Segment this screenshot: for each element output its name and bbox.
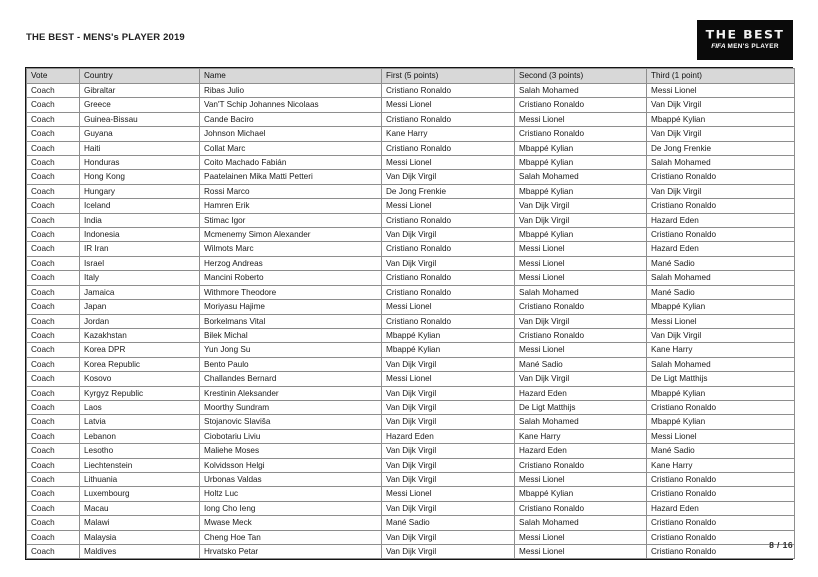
cell-name: Yun Jong Su [200, 343, 382, 357]
cell-vote: Coach [27, 170, 80, 184]
cell-second-choice: Salah Mohamed [515, 84, 647, 98]
column-header-second: Second (3 points) [515, 69, 647, 84]
logo-fifa-text: FIFA [711, 43, 726, 51]
cell-first-choice: Van Dijk Virgil [382, 357, 515, 371]
cell-name: Herzog Andreas [200, 256, 382, 270]
cell-first-choice: Van Dijk Virgil [382, 458, 515, 472]
cell-name: Collat Marc [200, 141, 382, 155]
cell-third-choice: Messi Lionel [647, 429, 795, 443]
cell-vote: Coach [27, 357, 80, 371]
cell-vote: Coach [27, 156, 80, 170]
cell-name: Johnson Michael [200, 127, 382, 141]
cell-third-choice: Cristiano Ronaldo [647, 170, 795, 184]
cell-first-choice: Van Dijk Virgil [382, 400, 515, 414]
cell-second-choice: Kane Harry [515, 429, 647, 443]
cell-country: Greece [80, 98, 200, 112]
cell-first-choice: Cristiano Ronaldo [382, 242, 515, 256]
table-row [27, 213, 795, 227]
cell-first-choice: Cristiano Ronaldo [382, 285, 515, 299]
cell-first-choice: Mané Sadio [382, 516, 515, 530]
cell-vote: Coach [27, 84, 80, 98]
cell-country: Hong Kong [80, 170, 200, 184]
page-title: THE BEST - MENS's PLAYER 2019 [26, 32, 185, 43]
cell-third-choice: De Jong Frenkie [647, 141, 795, 155]
cell-second-choice: Hazard Eden [515, 444, 647, 458]
cell-vote: Coach [27, 458, 80, 472]
cell-name: Van'T Schip Johannes Nicolaas [200, 98, 382, 112]
cell-first-choice: Mbappé Kylian [382, 328, 515, 342]
cell-first-choice: Cristiano Ronaldo [382, 112, 515, 126]
cell-country: Kosovo [80, 372, 200, 386]
cell-third-choice: Hazard Eden [647, 501, 795, 515]
cell-first-choice: Cristiano Ronaldo [382, 271, 515, 285]
cell-first-choice: Messi Lionel [382, 199, 515, 213]
cell-name: Bento Paulo [200, 357, 382, 371]
cell-second-choice: Messi Lionel [515, 271, 647, 285]
cell-name: Stimac Igor [200, 213, 382, 227]
table-row [27, 98, 795, 112]
cell-second-choice: Salah Mohamed [515, 415, 647, 429]
table-header [27, 69, 795, 84]
cell-country: Guyana [80, 127, 200, 141]
cell-first-choice: Messi Lionel [382, 300, 515, 314]
cell-name: Borkelmans Vital [200, 314, 382, 328]
cell-third-choice: Messi Lionel [647, 314, 795, 328]
logo-mens-player-text: MEN'S PLAYER [727, 43, 779, 51]
table-row [27, 415, 795, 429]
column-header-vote: Vote [27, 69, 80, 84]
cell-country: Maldives [80, 545, 200, 559]
cell-country: Gibraltar [80, 84, 200, 98]
table-row [27, 343, 795, 357]
cell-first-choice: Messi Lionel [382, 156, 515, 170]
table-row [27, 328, 795, 342]
cell-first-choice: Van Dijk Virgil [382, 530, 515, 544]
cell-vote: Coach [27, 372, 80, 386]
document-header [0, 0, 818, 66]
cell-second-choice: Messi Lionel [515, 472, 647, 486]
cell-second-choice: Messi Lionel [515, 242, 647, 256]
cell-vote: Coach [27, 314, 80, 328]
cell-name: Krestinin Aleksander [200, 386, 382, 400]
cell-name: Iong Cho Ieng [200, 501, 382, 515]
cell-third-choice: Kane Harry [647, 343, 795, 357]
cell-first-choice: Cristiano Ronaldo [382, 84, 515, 98]
cell-third-choice: Cristiano Ronaldo [647, 472, 795, 486]
cell-third-choice: Mané Sadio [647, 444, 795, 458]
logo-the-best-text: THE BEST [705, 27, 785, 42]
cell-country: Lesotho [80, 444, 200, 458]
table-row [27, 487, 795, 501]
cell-name: Hamren Erik [200, 199, 382, 213]
cell-name: Wilmots Marc [200, 242, 382, 256]
cell-third-choice: De Ligt Matthijs [647, 372, 795, 386]
table-row [27, 228, 795, 242]
cell-country: Indonesia [80, 228, 200, 242]
cell-first-choice: Cristiano Ronaldo [382, 213, 515, 227]
cell-second-choice: Messi Lionel [515, 343, 647, 357]
cell-country: Lebanon [80, 429, 200, 443]
cell-second-choice: Cristiano Ronaldo [515, 98, 647, 112]
cell-third-choice: Cristiano Ronaldo [647, 516, 795, 530]
cell-name: Ciobotariu Liviu [200, 429, 382, 443]
cell-second-choice: Van Dijk Virgil [515, 213, 647, 227]
cell-country: Italy [80, 271, 200, 285]
page-number: 8 / 16 [769, 540, 793, 550]
cell-vote: Coach [27, 213, 80, 227]
cell-third-choice: Van Dijk Virgil [647, 98, 795, 112]
column-header-first: First (5 points) [382, 69, 515, 84]
cell-second-choice: Cristiano Ronaldo [515, 328, 647, 342]
cell-second-choice: Van Dijk Virgil [515, 314, 647, 328]
cell-country: Haiti [80, 141, 200, 155]
cell-vote: Coach [27, 386, 80, 400]
cell-first-choice: Van Dijk Virgil [382, 472, 515, 486]
cell-country: Malaysia [80, 530, 200, 544]
cell-third-choice: Hazard Eden [647, 213, 795, 227]
cell-name: Paatelainen Mika Matti Petteri [200, 170, 382, 184]
the-best-fifa-mens-player-logo [697, 20, 793, 60]
cell-third-choice: Salah Mohamed [647, 357, 795, 371]
cell-second-choice: Van Dijk Virgil [515, 372, 647, 386]
cell-second-choice: Van Dijk Virgil [515, 199, 647, 213]
table-row [27, 386, 795, 400]
cell-third-choice: Cristiano Ronaldo [647, 487, 795, 501]
table-row [27, 84, 795, 98]
cell-name: Stojanovic Slaviša [200, 415, 382, 429]
cell-third-choice: Mbappé Kylian [647, 112, 795, 126]
cell-vote: Coach [27, 112, 80, 126]
cell-name: Ribas Julio [200, 84, 382, 98]
logo-subtitle [711, 44, 779, 51]
cell-name: Mwase Meck [200, 516, 382, 530]
cell-third-choice: Cristiano Ronaldo [647, 228, 795, 242]
vote-table-container [25, 67, 793, 560]
cell-third-choice: Hazard Eden [647, 242, 795, 256]
table-row [27, 127, 795, 141]
cell-country: Latvia [80, 415, 200, 429]
table-row [27, 444, 795, 458]
cell-first-choice: Van Dijk Virgil [382, 386, 515, 400]
cell-third-choice: Mbappé Kylian [647, 386, 795, 400]
cell-country: Lithuania [80, 472, 200, 486]
cell-vote: Coach [27, 429, 80, 443]
cell-country: Laos [80, 400, 200, 414]
table-row [27, 141, 795, 155]
cell-first-choice: Hazard Eden [382, 429, 515, 443]
cell-third-choice: Cristiano Ronaldo [647, 400, 795, 414]
cell-first-choice: Van Dijk Virgil [382, 256, 515, 270]
cell-first-choice: Van Dijk Virgil [382, 415, 515, 429]
cell-country: Kyrgyz Republic [80, 386, 200, 400]
cell-name: Cande Baciro [200, 112, 382, 126]
cell-vote: Coach [27, 472, 80, 486]
cell-second-choice: Mbappé Kylian [515, 228, 647, 242]
cell-third-choice: Cristiano Ronaldo [647, 530, 795, 544]
cell-country: Guinea-Bissau [80, 112, 200, 126]
cell-name: Bilek Michal [200, 328, 382, 342]
cell-vote: Coach [27, 242, 80, 256]
cell-vote: Coach [27, 256, 80, 270]
cell-vote: Coach [27, 328, 80, 342]
cell-first-choice: Van Dijk Virgil [382, 501, 515, 515]
table-body [27, 84, 795, 559]
cell-second-choice: Mané Sadio [515, 357, 647, 371]
cell-country: Luxembourg [80, 487, 200, 501]
table-row [27, 458, 795, 472]
cell-name: Urbonas Valdas [200, 472, 382, 486]
cell-name: Mancini Roberto [200, 271, 382, 285]
vote-table [26, 68, 795, 559]
cell-first-choice: Van Dijk Virgil [382, 444, 515, 458]
table-row [27, 472, 795, 486]
cell-name: Challandes Bernard [200, 372, 382, 386]
cell-second-choice: Mbappé Kylian [515, 487, 647, 501]
cell-vote: Coach [27, 98, 80, 112]
column-header-country: Country [80, 69, 200, 84]
cell-name: Maliehe Moses [200, 444, 382, 458]
table-row [27, 112, 795, 126]
table-row [27, 285, 795, 299]
cell-second-choice: Mbappé Kylian [515, 156, 647, 170]
cell-name: Moriyasu Hajime [200, 300, 382, 314]
table-row [27, 429, 795, 443]
cell-name: Rossi Marco [200, 184, 382, 198]
table-row [27, 170, 795, 184]
cell-vote: Coach [27, 343, 80, 357]
cell-first-choice: Messi Lionel [382, 487, 515, 501]
cell-name: Kolvidsson Helgi [200, 458, 382, 472]
cell-vote: Coach [27, 285, 80, 299]
cell-vote: Coach [27, 444, 80, 458]
column-header-name: Name [200, 69, 382, 84]
cell-country: India [80, 213, 200, 227]
cell-second-choice: De Ligt Matthijs [515, 400, 647, 414]
cell-vote: Coach [27, 300, 80, 314]
cell-vote: Coach [27, 487, 80, 501]
cell-third-choice: Mané Sadio [647, 285, 795, 299]
cell-third-choice: Kane Harry [647, 458, 795, 472]
cell-vote: Coach [27, 415, 80, 429]
cell-vote: Coach [27, 141, 80, 155]
table-row [27, 256, 795, 270]
cell-first-choice: Van Dijk Virgil [382, 545, 515, 559]
cell-first-choice: Van Dijk Virgil [382, 170, 515, 184]
cell-vote: Coach [27, 501, 80, 515]
cell-country: Japan [80, 300, 200, 314]
table-row [27, 314, 795, 328]
table-row [27, 242, 795, 256]
cell-second-choice: Salah Mohamed [515, 516, 647, 530]
table-header-row [27, 69, 795, 84]
cell-country: Hungary [80, 184, 200, 198]
cell-third-choice: Salah Mohamed [647, 156, 795, 170]
table-row [27, 357, 795, 371]
cell-third-choice: Cristiano Ronaldo [647, 199, 795, 213]
cell-second-choice: Messi Lionel [515, 112, 647, 126]
cell-third-choice: Mbappé Kylian [647, 300, 795, 314]
table-row [27, 300, 795, 314]
cell-vote: Coach [27, 184, 80, 198]
cell-country: Jamaica [80, 285, 200, 299]
table-row [27, 501, 795, 515]
table-row [27, 199, 795, 213]
cell-name: Mcmenemy Simon Alexander [200, 228, 382, 242]
cell-second-choice: Hazard Eden [515, 386, 647, 400]
cell-country: Jordan [80, 314, 200, 328]
cell-third-choice: Mbappé Kylian [647, 415, 795, 429]
cell-name: Cheng Hoe Tan [200, 530, 382, 544]
cell-third-choice: Messi Lionel [647, 84, 795, 98]
cell-first-choice: Cristiano Ronaldo [382, 141, 515, 155]
cell-third-choice: Van Dijk Virgil [647, 328, 795, 342]
cell-first-choice: De Jong Frenkie [382, 184, 515, 198]
cell-country: Liechtenstein [80, 458, 200, 472]
cell-country: Honduras [80, 156, 200, 170]
cell-country: Iceland [80, 199, 200, 213]
cell-second-choice: Salah Mohamed [515, 285, 647, 299]
cell-country: Macau [80, 501, 200, 515]
cell-country: Malawi [80, 516, 200, 530]
cell-second-choice: Messi Lionel [515, 256, 647, 270]
table-row [27, 400, 795, 414]
cell-name: Coito Machado Fabián [200, 156, 382, 170]
table-row [27, 516, 795, 530]
cell-second-choice: Cristiano Ronaldo [515, 501, 647, 515]
cell-first-choice: Van Dijk Virgil [382, 228, 515, 242]
cell-country: IR Iran [80, 242, 200, 256]
cell-second-choice: Cristiano Ronaldo [515, 458, 647, 472]
cell-name: Moorthy Sundram [200, 400, 382, 414]
document-footer [0, 540, 818, 560]
cell-third-choice: Mané Sadio [647, 256, 795, 270]
cell-name: Hrvatsko Petar [200, 545, 382, 559]
cell-country: Kazakhstan [80, 328, 200, 342]
cell-second-choice: Salah Mohamed [515, 170, 647, 184]
table-row [27, 372, 795, 386]
cell-first-choice: Messi Lionel [382, 372, 515, 386]
cell-second-choice: Mbappé Kylian [515, 184, 647, 198]
cell-third-choice: Van Dijk Virgil [647, 184, 795, 198]
cell-second-choice: Mbappé Kylian [515, 141, 647, 155]
cell-second-choice: Messi Lionel [515, 530, 647, 544]
cell-vote: Coach [27, 400, 80, 414]
cell-vote: Coach [27, 516, 80, 530]
cell-vote: Coach [27, 199, 80, 213]
cell-vote: Coach [27, 271, 80, 285]
cell-first-choice: Mbappé Kylian [382, 343, 515, 357]
cell-country: Korea DPR [80, 343, 200, 357]
cell-country: Israel [80, 256, 200, 270]
cell-first-choice: Cristiano Ronaldo [382, 314, 515, 328]
cell-third-choice: Salah Mohamed [647, 271, 795, 285]
cell-name: Holtz Luc [200, 487, 382, 501]
table-row [27, 271, 795, 285]
cell-second-choice: Messi Lionel [515, 545, 647, 559]
cell-second-choice: Cristiano Ronaldo [515, 300, 647, 314]
cell-third-choice: Cristiano Ronaldo [647, 545, 795, 559]
cell-second-choice: Cristiano Ronaldo [515, 127, 647, 141]
table-row [27, 156, 795, 170]
cell-vote: Coach [27, 228, 80, 242]
cell-first-choice: Kane Harry [382, 127, 515, 141]
cell-third-choice: Van Dijk Virgil [647, 127, 795, 141]
cell-vote: Coach [27, 545, 80, 559]
cell-vote: Coach [27, 530, 80, 544]
table-row [27, 184, 795, 198]
column-header-third: Third (1 point) [647, 69, 795, 84]
cell-first-choice: Messi Lionel [382, 98, 515, 112]
cell-vote: Coach [27, 127, 80, 141]
cell-name: Withmore Theodore [200, 285, 382, 299]
cell-country: Korea Republic [80, 357, 200, 371]
